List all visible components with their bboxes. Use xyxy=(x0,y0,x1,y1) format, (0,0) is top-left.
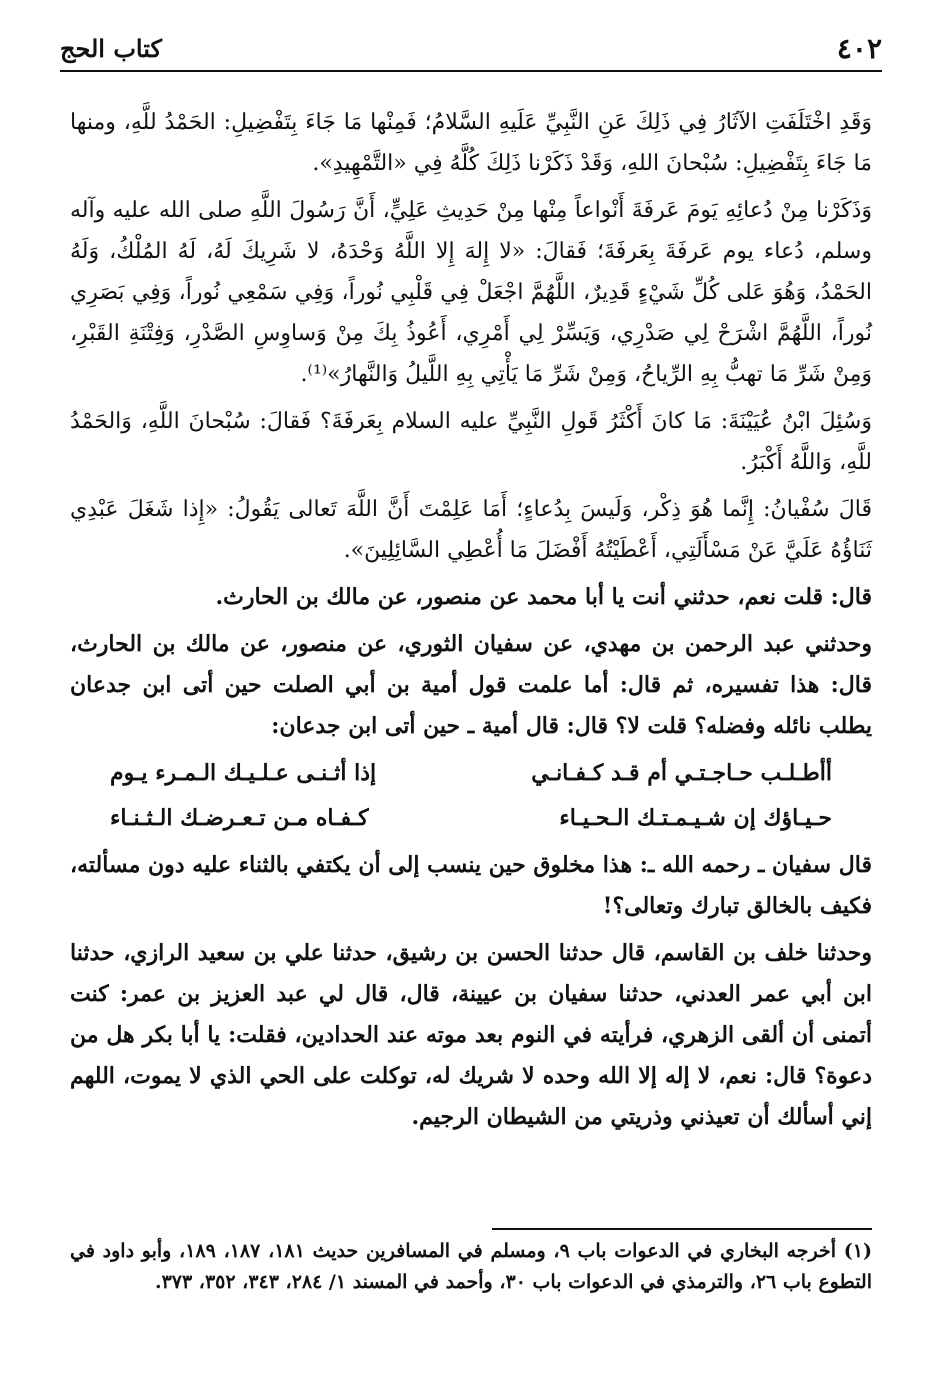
paragraph: وحدثنا خلف بن القاسم، قال حدثنا الحسن بن رشيق، حدثنا علي بن سعيد الرازي، حدثنا ابن أبي عمر العدني، حدثنا سفيان بن عيينة، قال، قال لي عبد العزيز بن عمر: كنت أتمنى أن ألقى الزهري، فرأيته في النوم بعد موته عند الحدادين، فقلت: يا أبا بكر هل من دعوة؟ قال: نعم، لا إله إلا الله وحده لا شريك له، توكلت على الحي الذي لا يموت، اللهم إني أسألك أن تعيذني وذريتي من الشيطان الرجيم. xyxy=(70,940,872,1130)
header-rule xyxy=(60,70,882,72)
verse-first-hemistich: حـيـاؤك إن شـيـمـتـك الـحـيـاء xyxy=(559,805,832,831)
page-number: ٤٠٢ xyxy=(836,31,882,65)
page-body xyxy=(70,102,872,1144)
paragraph: وحدثني عبد الرحمن بن مهدي، عن سفيان الثوري، عن منصور، عن مالك بن الحارث، قال: هذا تفسيره، ثم قال: أما علمت قول أمية بن أبي الصلت حين أتى ابن جدعان يطلب نائله وفضله؟ قلت لا؟ قال: قال أمية ـ حين أتى ابن جدعان: xyxy=(70,631,872,739)
poem xyxy=(110,753,832,839)
verse-first-hemistich: أأطـلـب حـاجـتـي أم قـد كـفـانـي xyxy=(531,760,832,786)
verse-second-hemistich: كـفـاه مـن تـعـرضـك الـثـنـاء xyxy=(110,805,369,831)
paragraph: قال سفيان ـ رحمه الله ـ: هذا مخلوق حين ينسب إلى أن يكتفي بالثناء عليه دون مسألته، فكيف بالخالق تبارك وتعالى؟! xyxy=(70,852,872,919)
paragraph: قال: قلت نعم، حدثني أنت يا أبا محمد عن منصور، عن مالك بن الحارث. xyxy=(215,584,872,610)
running-title: كتاب الحج xyxy=(60,33,162,63)
paragraph: وَقَدِ اخْتَلَفَتِ الآثَارُ فِي ذَلِكَ عَنِ النَّبِيِّ عَلَيهِ السَّلامُ؛ فَمِنْها مَا جَاءَ بِتَفْضِيلِ: الحَمْدُ للَّهِ، ومنها مَا جَاءَ بِتَفْضِيلِ: سُبْحانَ اللهِ، وَقَدْ ذَكَرْنا ذَلِكَ كُلَّهُ فِي «التَّمْهِيدِ». xyxy=(70,110,872,176)
verse-second-hemistich: إذا أثـنـى عـلـيـك الـمـرء يـوم xyxy=(110,760,377,786)
poem-verse xyxy=(110,798,832,839)
paragraph: وَسُئِلَ ابْنُ عُيَيْنَةَ: مَا كانَ أَكْثَرُ قَولِ النَّبِيِّ عليه السلام بِعَرفَةَ؟ فَقالَ: سُبْحانَ اللَّهِ، وَالحَمْدُ للَّهِ، وَاللَّهُ أَكْبَرُ. xyxy=(70,409,872,475)
page-header xyxy=(60,28,882,68)
paragraph: وَذَكَرْنا مِنْ دُعائِهِ يَومَ عَرفَةَ أَنْواعاً مِنْها مِنْ حَدِيثِ عَلِيٍّ، أَنَّ رَسُولَ اللَّهِ صلى الله عليه وآله وسلم، دُعاء يوم عَرفَةَ بِعَرفَةَ؛ فَقالَ: «لا إِلهَ إِلا اللَّهُ وَحْدَهُ، لا شَرِيكَ لَهُ، لَهُ المُلْكُ، وَلَهُ الحَمْدُ، وَهُوَ عَلى كُلِّ شَيْءٍ قَدِيرٌ، اللَّهُمَّ اجْعَلْ فِي قَلْبِي نُوراً، وَفِي سَمْعِي نُوراً، وَفِي بَصَرِي نُوراً، اللَّهُمَّ اشْرَحْ لِي صَدْرِي، وَيَسِّرْ لِي أَمْرِي، أَعُوذُ بِكَ مِنْ وَساوِسِ الصَّدْرِ، وَفِتْنَةِ القَبْرِ، وَمِنْ شَرِّ مَا تهبُّ بِهِ الرِّياحُ، وَمِنْ شَرِّ مَا يَأْتِي بِهِ اللَّيلُ وَالنَّهارُ»⁽¹⁾. xyxy=(70,198,872,387)
paragraph: قَالَ سُفْيانُ: إِنَّما هُوَ ذِكْر، وَلَيسَ بِدُعاءٍ؛ أَمَا عَلِمْتَ أَنَّ اللَّهَ تَعالى يَقُولُ: «إِذا شَغَلَ عَبْدِي ثَنَاؤُهُ عَلَيَّ عَنْ مَسْأَلَتِي، أَعْطَيْتُهُ أَفْضَلَ مَا أُعْطِي السَّائِلِينَ». xyxy=(70,497,872,563)
poem-verse xyxy=(110,753,832,794)
footnote-rule xyxy=(492,1228,872,1230)
footnote: (١) أخرجه البخاري في الدعوات باب ٩، ومسلم في المسافرين حديث ١٨١، ١٨٧، ١٨٩، وأبو داود في التطوع باب ٢٦، والترمذي في الدعوات باب ٣٠، وأحمد في المسند ١/ ٢٨٤، ٣٤٣، ٣٥٢، ٣٧٣. xyxy=(70,1240,873,1293)
